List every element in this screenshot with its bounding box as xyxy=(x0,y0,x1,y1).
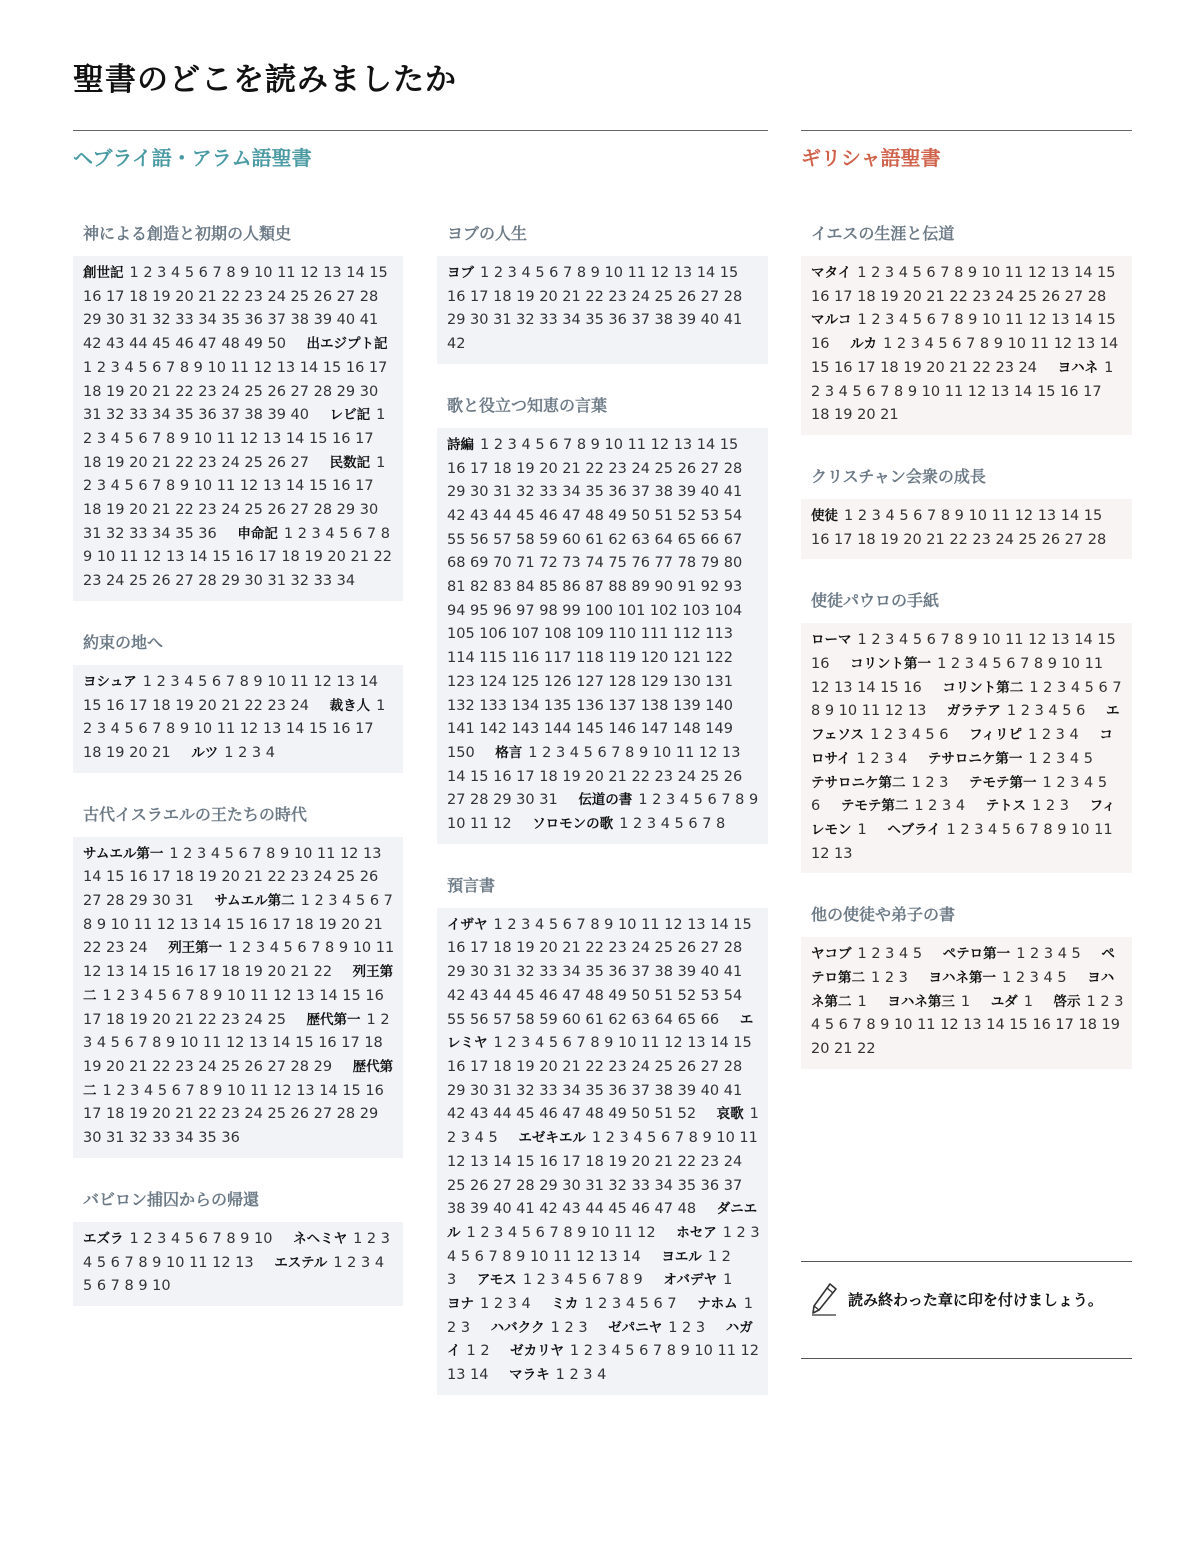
chapter-numbers[interactable]: 1 2 3 4 5 6 7 8 9 10 11 12 13 14 15 16 xyxy=(811,656,1104,696)
footer-top-rule xyxy=(801,1261,1132,1262)
book-section xyxy=(73,805,403,1158)
chapter-numbers[interactable]: 1 2 3 4 5 6 7 8 9 10 11 12 13 14 15 16 17 18 19 20 21 22 xyxy=(83,940,395,981)
page-title: 聖書のどこを読みましたか xyxy=(73,62,457,98)
book-entry xyxy=(447,265,742,352)
chapter-numbers[interactable]: 1 2 3 4 5 6 7 8 9 10 11 12 13 14 15 16 17 18 19 20 21 22 23 24 25 26 27 28 29 30 31 32 33 34 35 36 37 38 39 40 41 42 43 44 45 46 47 48 49 50 51 52 53 54 55 56 57 58 59 60 61 62 63 64 65 66 xyxy=(447,916,752,1028)
book-name: ヨハネ xyxy=(1057,359,1099,376)
greek-column xyxy=(801,224,1132,1101)
book-entry xyxy=(608,1320,705,1336)
chapter-box xyxy=(73,256,403,601)
section-title: 他の使徒や弟子の書 xyxy=(811,905,956,925)
chapter-numbers[interactable]: 1 2 3 4 5 6 7 8 9 10 11 12 13 14 15 16 17 18 19 20 21 22 23 24 25 26 27 28 xyxy=(811,265,1116,305)
chapter-box xyxy=(801,623,1132,873)
chapter-numbers[interactable]: 1 2 3 4 5 xyxy=(1002,970,1067,987)
chapter-numbers[interactable]: 1 2 3 4 5 6 7 8 9 10 11 12 13 xyxy=(811,821,1113,862)
chapter-box xyxy=(437,428,768,844)
chapter-box xyxy=(801,256,1132,435)
book-section xyxy=(437,876,768,1395)
chapter-numbers[interactable]: 1 2 3 4 5 6 7 8 9 10 11 12 13 14 15 16 xyxy=(811,312,1116,353)
book-name: ヨブ xyxy=(447,265,474,281)
book-name: 列王第二 xyxy=(83,964,394,1004)
chapter-numbers[interactable]: 1 2 3 4 5 6 xyxy=(1006,703,1086,720)
greek-top-rule xyxy=(801,130,1132,131)
section-title: 歌と役立つ知恵の言葉 xyxy=(447,395,608,415)
chapter-numbers[interactable]: 1 2 3 4 xyxy=(1028,727,1079,744)
chapter-numbers[interactable]: 1 2 3 xyxy=(668,1319,706,1336)
chapter-numbers[interactable]: 1 xyxy=(723,1272,733,1289)
chapter-numbers[interactable]: 1 2 3 4 5 xyxy=(447,1106,759,1147)
book-name: テモテ第一 xyxy=(969,774,1037,791)
chapter-numbers[interactable]: 1 2 3 xyxy=(871,970,908,987)
book-entry xyxy=(447,1296,531,1312)
book-section xyxy=(801,224,1132,435)
book-name: ローマ xyxy=(811,632,852,649)
book-name: 歴代第二 xyxy=(83,1058,394,1099)
book-section xyxy=(801,905,1132,1069)
chapter-numbers[interactable]: 1 2 3 4 5 6 7 8 9 10 11 12 13 14 xyxy=(447,1343,759,1384)
section-title: 使徒パウロの手紙 xyxy=(811,591,940,611)
book-entry xyxy=(947,703,1085,719)
book-name: 列王第一 xyxy=(168,940,223,957)
book-section xyxy=(801,467,1132,559)
book-section xyxy=(437,224,768,364)
book-name: サムエル第一 xyxy=(83,845,164,862)
book-entry xyxy=(477,1272,643,1288)
book-entry xyxy=(811,775,948,791)
chapter-numbers[interactable]: 1 2 3 4 5 xyxy=(857,946,923,963)
book-name: ヤコブ xyxy=(811,946,852,963)
book-entry xyxy=(811,265,1116,305)
book-entry xyxy=(447,1012,753,1123)
book-entry xyxy=(447,917,752,1028)
chapter-numbers[interactable]: 1 2 3 4 5 6 7 8 9 10 11 12 13 14 15 16 17 18 19 20 21 22 23 24 25 26 27 28 29 30 31 32 33 34 35 36 37 38 39 40 41 42 43 44 45 46 47 48 49 50 51 52 xyxy=(447,1035,752,1123)
book-entry xyxy=(447,437,742,761)
book-name: 裁き人 xyxy=(329,697,371,714)
book-name: 格言 xyxy=(495,744,523,761)
chapter-numbers[interactable]: 1 2 3 4 5 6 7 8 9 10 11 12 13 14 15 16 17 18 19 20 21 22 23 24 25 xyxy=(83,987,384,1028)
chapter-numbers[interactable]: 1 2 3 4 5 6 7 8 9 10 11 12 13 14 15 16 17 18 19 20 21 22 23 24 25 26 27 28 29 30 31 32 33 34 35 36 37 38 39 40 41 42 43 44 45 46 47 48 49 50 51 52 53 54 55 56 57 58 59 60 61 62 63 64 65 66 67 68 69 70 71 72 73 74 75 76 77 78 79 80 81 82 83 84 85 86 87 88 89 90 91 92 93 94 95 96 97 98 99 100 101 102 103 104 105 106 107 108 109 110 111 112 113 114 115 116 117 118 119 120 121 122 123 124 125 126 127 128 129 130 131 132 133 134 135 136 137 138 139 140 141 142 143 144 145 146 147 148 149 150 xyxy=(447,436,743,761)
chapter-numbers[interactable]: 1 2 3 4 5 6 7 8 9 10 11 12 13 14 15 16 17 18 19 20 21 22 23 24 25 26 27 28 29 30 31 xyxy=(447,744,743,809)
chapter-numbers[interactable]: 1 2 3 4 5 6 7 8 9 10 11 12 13 14 15 16 xyxy=(811,632,1116,673)
book-section xyxy=(801,591,1132,873)
book-entry xyxy=(491,1320,588,1336)
chapter-numbers[interactable]: 1 2 3 4 5 6 7 8 9 xyxy=(522,1272,643,1289)
book-section xyxy=(73,633,403,773)
book-entry xyxy=(811,946,922,962)
book-name: コロサイ xyxy=(811,727,1113,767)
chapter-numbers[interactable]: 1 2 3 4 5 6 7 8 9 10 11 12 13 14 15 16 17 18 19 20 21 22 23 24 xyxy=(83,893,393,957)
section-title: クリスチャン会衆の成長 xyxy=(811,466,986,486)
section-title: バビロン捕囚からの帰還 xyxy=(83,1189,260,1209)
chapter-numbers[interactable]: 1 2 3 xyxy=(550,1319,588,1336)
hebrew-heading-wrap xyxy=(73,144,773,172)
book-entry xyxy=(943,946,1081,962)
book-name: 申命記 xyxy=(237,525,278,542)
book-name: 出エジプト記 xyxy=(306,336,388,353)
book-name: ネヘミヤ xyxy=(293,1230,348,1247)
book-name: ミカ xyxy=(551,1296,579,1313)
book-name: 使徒 xyxy=(811,507,838,524)
chapter-box xyxy=(73,837,403,1158)
book-name: ソロモンの歌 xyxy=(532,816,614,833)
chapter-numbers[interactable]: 1 2 3 4 5 6 7 8 9 10 11 12 13 14 15 16 17 18 19 20 21 22 xyxy=(811,993,1124,1058)
chapter-numbers[interactable]: 1 2 3 4 5 6 7 8 9 10 11 12 13 14 15 16 17 18 19 20 21 xyxy=(83,697,386,761)
book-name: サムエル第二 xyxy=(214,893,295,910)
chapter-numbers[interactable]: 1 2 3 4 5 6 7 8 xyxy=(619,816,726,833)
book-name: マタイ xyxy=(811,265,852,281)
chapter-numbers[interactable]: 1 2 3 xyxy=(447,1248,731,1289)
book-name: ゼパニヤ xyxy=(608,1319,663,1336)
greek-heading-wrap xyxy=(801,144,1132,172)
greek-scriptures-heading: ギリシャ語聖書 xyxy=(801,146,941,170)
book-entry xyxy=(551,1296,676,1312)
book-name: エフェソス xyxy=(811,703,1120,744)
chapter-numbers[interactable]: 1 2 3 4 5 6 7 8 9 10 11 12 13 14 15 16 17 18 19 20 21 22 23 24 25 26 27 xyxy=(83,407,386,471)
book-name: フィレモン xyxy=(811,798,1116,838)
book-name: ゼカリヤ xyxy=(510,1343,564,1360)
section-title: 約束の地へ xyxy=(83,632,164,652)
chapter-box xyxy=(437,256,768,364)
chapter-box xyxy=(801,937,1132,1069)
chapter-numbers[interactable]: 1 2 3 4 5 6 7 8 9 10 11 12 13 14 15 16 17 18 19 20 21 22 23 24 25 26 27 28 29 30 31 32 33 34 35 36 xyxy=(83,1082,384,1147)
book-entry xyxy=(83,1231,272,1247)
book-section xyxy=(73,224,403,601)
book-name: ヨシュア xyxy=(83,673,137,690)
book-section xyxy=(437,396,768,844)
chapter-box xyxy=(801,499,1132,559)
footer-note-text: 読み終わった章に印を付けましょう。 xyxy=(848,1290,1103,1309)
chapter-numbers[interactable]: 1 2 3 4 5 6 7 8 9 10 11 12 13 14 xyxy=(447,1224,760,1265)
book-name: 哀歌 xyxy=(716,1106,744,1123)
hebrew-column-2 xyxy=(437,224,768,1427)
chapter-numbers[interactable]: 1 2 3 4 5 6 7 8 9 10 11 12 13 14 15 16 17 18 19 20 21 22 23 24 25 26 27 28 29 30 31 32 33 34 35 36 xyxy=(83,454,386,542)
book-name: エズラ xyxy=(83,1230,124,1247)
book-name: オバデヤ xyxy=(663,1272,718,1289)
section-title: イエスの生涯と伝道 xyxy=(811,224,955,243)
chapter-numbers[interactable]: 1 2 3 4 xyxy=(555,1367,607,1384)
chapter-numbers[interactable]: 1 2 3 4 5 6 7 8 9 10 11 12 13 14 15 16 17 18 19 20 21 22 23 24 25 26 27 28 29 30 31 32 33 34 35 36 37 38 39 40 41 42 43 44 45 46 47 48 49 50 xyxy=(83,265,388,353)
chapter-numbers[interactable]: 1 2 3 4 5 6 7 8 9 10 11 12 13 14 15 16 17 18 19 20 21 22 23 24 xyxy=(811,336,1119,376)
chapter-numbers[interactable]: 1 xyxy=(857,821,867,838)
book-name: テサロニケ第一 xyxy=(927,750,1023,767)
chapter-numbers[interactable]: 1 2 3 4 5 6 7 8 9 10 11 12 xyxy=(466,1224,656,1241)
book-name: レビ記 xyxy=(329,407,371,424)
section-title: 神による創造と初期の人類史 xyxy=(83,224,292,243)
chapter-numbers[interactable]: 1 2 3 4 5 6 7 8 9 10 xyxy=(129,1230,273,1247)
book-name: フィリピ xyxy=(969,727,1022,744)
book-name: ヨハネ第三 xyxy=(887,993,955,1010)
chapter-box xyxy=(73,1222,403,1306)
hebrew-column-1 xyxy=(73,224,403,1338)
book-name: ハバクク xyxy=(490,1319,545,1336)
book-name: 創世記 xyxy=(83,265,124,281)
chapter-numbers[interactable]: 1 2 3 4 5 6 7 8 9 10 11 12 13 14 15 16 17 18 19 20 21 22 23 24 25 26 27 28 29 30 31 32 33 34 35 36 37 38 39 40 xyxy=(83,359,388,424)
chapter-numbers[interactable]: 1 2 3 4 5 xyxy=(1016,946,1081,963)
book-section xyxy=(73,1190,403,1306)
chapter-numbers[interactable]: 1 2 3 4 5 6 7 8 9 10 11 12 13 14 15 16 17 18 19 20 21 22 23 24 25 26 27 28 29 30 31 32 33 34 35 36 37 38 39 40 41 42 xyxy=(447,265,743,353)
chapter-numbers[interactable]: 1 2 3 4 5 6 7 8 9 10 11 12 13 14 15 16 17 18 19 20 21 22 23 24 25 26 27 28 29 30 31 32 33 34 35 36 37 38 39 40 41 42 43 44 45 46 47 48 xyxy=(447,1130,758,1218)
chapter-numbers[interactable]: 1 2 xyxy=(466,1343,490,1360)
book-name: ガラテア xyxy=(946,703,1001,720)
footer-note xyxy=(810,1282,1103,1316)
book-entry xyxy=(969,727,1079,743)
book-name: アモス xyxy=(476,1272,517,1289)
chapter-numbers[interactable]: 1 2 3 4 5 6 7 8 9 10 11 12 13 14 15 16 17 18 19 20 21 22 23 24 25 26 27 28 29 30 31 32 33 34 xyxy=(83,525,393,590)
book-name: 歴代第一 xyxy=(306,1011,361,1028)
book-name: ダニエル xyxy=(447,1201,758,1241)
chapter-numbers[interactable]: 1 2 3 xyxy=(1032,798,1069,815)
book-entry xyxy=(509,1367,606,1383)
chapter-numbers[interactable]: 1 2 3 4 5 6 7 8 9 10 11 12 13 14 15 16 17 18 19 20 21 22 23 24 25 26 27 28 29 xyxy=(83,1011,390,1075)
chapter-numbers[interactable]: 1 2 3 4 5 6 7 8 9 10 11 12 13 xyxy=(811,679,1122,720)
book-name: ルツ xyxy=(191,744,219,761)
section-title: 古代イスラエルの王たちの時代 xyxy=(83,804,307,824)
book-entry xyxy=(663,1272,732,1288)
chapter-numbers[interactable]: 1 2 3 4 5 6 7 8 9 10 11 12 13 xyxy=(83,1230,390,1271)
pencil-icon xyxy=(810,1282,838,1316)
hebrew-scriptures-heading: ヘブライ語・アラム語聖書 xyxy=(73,146,312,170)
chapter-numbers[interactable]: 1 2 3 4 5 6 xyxy=(870,727,949,744)
chapter-numbers[interactable]: 1 2 3 xyxy=(911,774,949,791)
book-name: イザヤ xyxy=(447,916,488,933)
book-name: マラキ xyxy=(509,1367,550,1384)
book-name: ヨエル xyxy=(661,1248,702,1265)
book-name: ヨナ xyxy=(447,1296,474,1313)
book-name: ヨハネ第二 xyxy=(811,970,1115,1010)
chapter-numbers[interactable]: 1 2 3 4 5 6 7 8 9 10 11 12 xyxy=(447,792,759,833)
chapter-numbers[interactable]: 1 2 3 4 5 6 7 8 9 10 11 12 13 14 15 16 17 18 19 20 21 22 23 24 25 26 27 28 xyxy=(811,507,1107,548)
book-name: 伝道の書 xyxy=(578,792,633,809)
book-entry xyxy=(811,508,1106,548)
book-entry xyxy=(887,994,970,1010)
book-name: 啓示 xyxy=(1053,993,1081,1010)
chapter-numbers[interactable]: 1 2 3 xyxy=(447,1296,753,1336)
chapter-numbers[interactable]: 1 xyxy=(857,993,867,1010)
book-entry xyxy=(929,970,1067,986)
book-name: コリント第二 xyxy=(942,679,1024,696)
chapter-numbers[interactable]: 1 2 3 4 5 6 7 8 9 10 xyxy=(83,1254,385,1295)
book-name: エゼキエル xyxy=(518,1130,586,1147)
chapter-numbers[interactable]: 1 2 3 4 xyxy=(856,750,908,767)
chapter-numbers[interactable]: 1 2 3 4 5 6 xyxy=(811,774,1108,815)
book-name: エレミヤ xyxy=(447,1011,754,1052)
book-name: テトス xyxy=(985,798,1027,815)
chapter-numbers[interactable]: 1 2 3 4 5 6 7 8 9 10 11 12 13 14 15 16 17 18 19 20 21 22 23 24 25 26 27 28 29 30 31 xyxy=(83,845,382,910)
chapter-numbers[interactable]: 1 xyxy=(960,993,971,1010)
book-name: ルカ xyxy=(850,336,878,353)
chapter-numbers[interactable]: 1 2 3 4 xyxy=(480,1296,531,1313)
book-entry xyxy=(191,745,275,761)
chapter-numbers[interactable]: 1 xyxy=(1023,993,1033,1010)
book-name: ハガイ xyxy=(447,1319,753,1360)
book-name: ペテロ第二 xyxy=(811,946,1115,987)
book-name: ペテロ第一 xyxy=(942,946,1011,963)
book-entry xyxy=(841,798,965,814)
book-name: ナホム xyxy=(697,1296,738,1313)
chapter-numbers[interactable]: 1 2 3 4 5 6 7 xyxy=(584,1296,677,1313)
book-name: 民数記 xyxy=(329,454,371,471)
book-name: マルコ xyxy=(811,312,852,329)
book-entry xyxy=(991,994,1033,1010)
chapter-numbers[interactable]: 1 2 3 4 xyxy=(914,798,966,815)
section-title: 預言書 xyxy=(447,875,496,895)
chapter-numbers[interactable]: 1 2 3 4 xyxy=(224,744,275,761)
book-name: ユダ xyxy=(990,993,1018,1010)
footer-bottom-rule xyxy=(801,1358,1132,1359)
book-name: テサロニケ第二 xyxy=(811,774,906,791)
book-name: ホセア xyxy=(676,1224,717,1241)
book-name: ヨハネ第一 xyxy=(928,970,997,987)
chapter-numbers[interactable]: 1 2 3 4 5 6 7 8 9 10 11 12 13 14 15 16 17 18 19 20 21 xyxy=(811,359,1114,424)
book-entry xyxy=(532,816,725,832)
book-name: コリント第一 xyxy=(850,656,932,673)
chapter-box xyxy=(437,908,768,1395)
chapter-numbers[interactable]: 1 2 3 4 5 6 7 8 9 10 11 12 13 14 15 16 17 18 19 20 21 22 23 24 xyxy=(83,673,378,714)
book-entry xyxy=(928,751,1093,767)
chapter-box xyxy=(73,665,403,773)
chapter-numbers[interactable]: 1 2 3 4 5 xyxy=(1028,750,1093,767)
hebrew-top-rule xyxy=(73,130,768,131)
book-name: ヘブライ xyxy=(887,821,941,838)
book-entry xyxy=(986,798,1069,814)
book-name: 詩編 xyxy=(447,436,474,453)
book-name: エステル xyxy=(274,1254,328,1271)
book-name: テモテ第二 xyxy=(840,798,909,815)
section-title: ヨブの人生 xyxy=(447,224,528,243)
